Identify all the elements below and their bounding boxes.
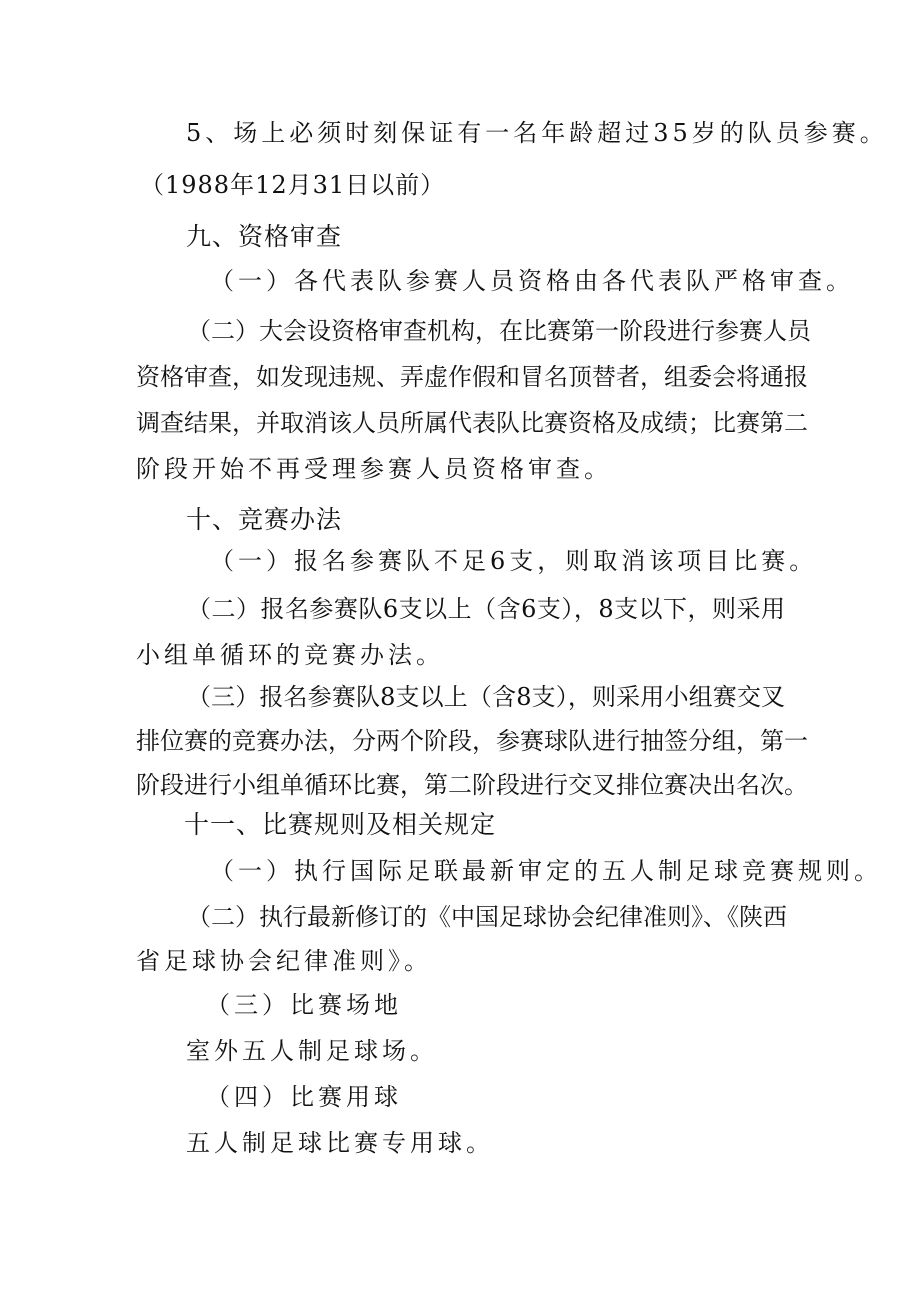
- section-11-heading: 十一、比赛规则及相关规定: [184, 810, 497, 839]
- section-9-heading: 九、资格审查: [186, 222, 343, 251]
- section-11-item-1: （一）执行国际足联最新审定的五人制足球竞赛规则。: [210, 857, 882, 885]
- section-10-item-2-line-1: （二）报名参赛队6支以上（含6支），8支以下，则采用: [187, 595, 785, 623]
- section-9-item-2-line-2: 资格审查，如发现违规、弄虚作假和冒名顶替者，组委会将通报: [136, 363, 808, 391]
- section-11-item-4-body: 五人制足球比赛专用球。: [186, 1129, 494, 1157]
- section-10-item-3-line-1: （三）报名参赛队8支以上（含8支），则采用小组赛交叉: [187, 683, 785, 711]
- section-11-item-3-title: （三）比赛场地: [206, 991, 402, 1019]
- section-11-item-2-line-1: （二）执行最新修订的《中国足球协会纪律准则》、《陕西: [187, 903, 787, 931]
- section-11-item-2-line-2: 省足球协会纪律准则》。: [136, 947, 432, 975]
- section-9-item-1: （一）各代表队参赛人员资格由各代表队严格审查。: [210, 267, 854, 295]
- section-9-item-2-line-4: 阶段开始不再受理参赛人员资格审查。: [136, 455, 612, 483]
- section-9-item-2-line-3: 调查结果，并取消该人员所属代表队比赛资格及成绩；比赛第二: [136, 409, 808, 437]
- rule-5-date-note: （1988年12月31日以前）: [140, 171, 446, 199]
- section-10-item-2-line-2: 小组单循环的竞赛办法。: [136, 641, 444, 669]
- section-9-item-2-line-1: （二）大会设资格审查机构，在比赛第一阶段进行参赛人员: [187, 317, 811, 345]
- section-10-heading: 十、竞赛办法: [186, 505, 343, 534]
- section-11-item-4-title: （四）比赛用球: [206, 1083, 402, 1111]
- section-10-item-3-line-2: 排位赛的竞赛办法，分两个阶段，参赛球队进行抽签分组，第一: [136, 727, 808, 755]
- rule-5-text: 5、场上必须时刻保证有一名年龄超过35岁的队员参赛。: [186, 119, 888, 147]
- section-10-item-1: （一）报名参赛队不足6支，则取消该项目比赛。: [210, 547, 818, 575]
- section-10-item-3-line-3: 阶段进行小组单循环比赛，第二阶段进行交叉排位赛决出名次。: [136, 771, 808, 799]
- section-11-item-3-body: 室外五人制足球场。: [186, 1037, 438, 1065]
